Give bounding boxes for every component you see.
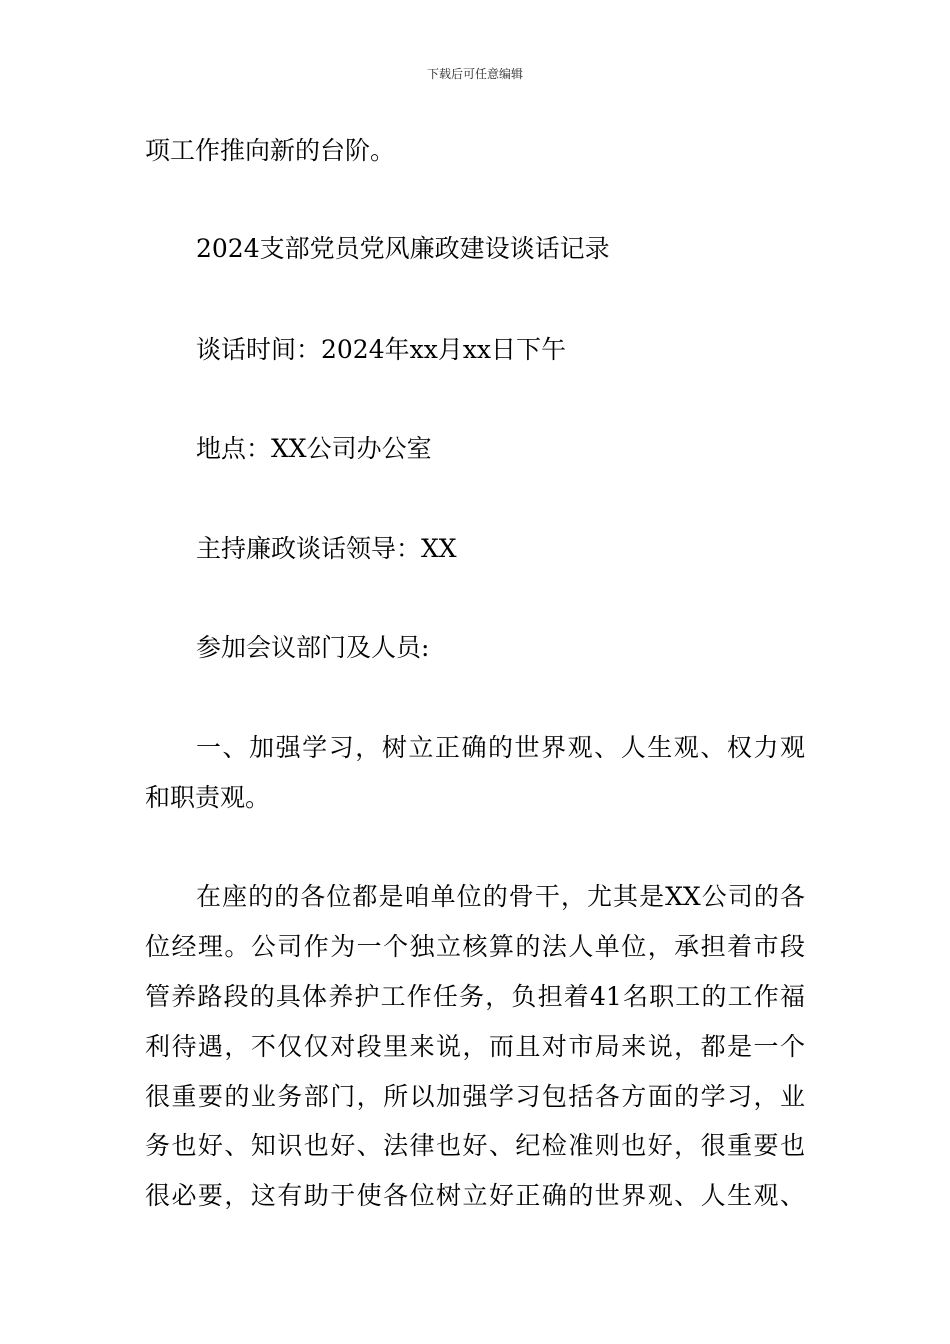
document-title: 2024支部党员党风廉政建设谈话记录 bbox=[196, 234, 610, 263]
page-header: 下载后可任意编辑 bbox=[426, 67, 523, 81]
interview-location: 地点：XX公司办公室 bbox=[196, 434, 432, 463]
paragraph-line: 很必要，这有助于使各位树立好正确的世界观、人生观、 bbox=[145, 1181, 805, 1210]
paragraph-line: 管养路段的具体养护工作任务，负担着41名职工的工作福 bbox=[145, 982, 805, 1011]
paragraph-line: 项工作推向新的台阶。 bbox=[145, 136, 396, 165]
interview-host: 主持廉政谈话领导：XX bbox=[196, 534, 457, 563]
paragraph-line: 位经理。公司作为一个独立核算的法人单位，承担着市段 bbox=[145, 932, 805, 961]
attendees-label: 参加会议部门及人员: bbox=[196, 633, 430, 662]
paragraph-line: 很重要的业务部门，所以加强学习包括各方面的学习，业 bbox=[145, 1082, 805, 1111]
paragraph-line: 在座的的各位都是咱单位的骨干，尤其是XX公司的各 bbox=[196, 882, 805, 911]
paragraph-line: 利待遇，不仅仅对段里来说，而且对市局来说，都是一个 bbox=[145, 1032, 805, 1061]
section-heading-line: 和职责观。 bbox=[145, 783, 271, 812]
interview-time: 谈话时间：2024年xx月xx日下午 bbox=[196, 335, 567, 364]
section-heading-line: 一、加强学习，树立正确的世界观、人生观、权力观 bbox=[196, 733, 805, 762]
paragraph-line: 务也好、知识也好、法律也好、纪检准则也好，很重要也 bbox=[145, 1131, 805, 1160]
